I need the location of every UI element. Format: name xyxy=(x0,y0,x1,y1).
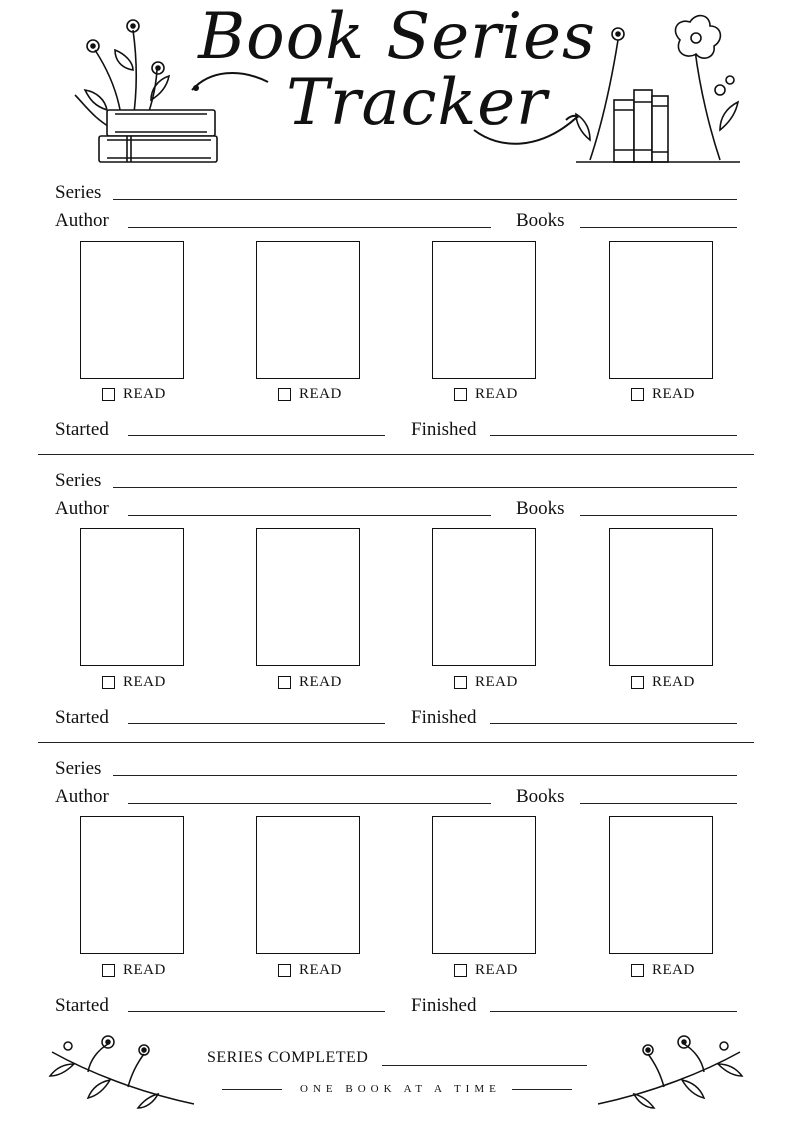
floral-sprig-icon xyxy=(48,1032,198,1112)
read-label: READ xyxy=(652,962,695,978)
series-section-2 xyxy=(0,468,794,738)
read-label: READ xyxy=(652,386,695,402)
read-checkbox[interactable] xyxy=(102,386,166,403)
read-label: READ xyxy=(299,674,342,690)
book-cover-box[interactable] xyxy=(432,528,536,666)
title-swash-right-icon xyxy=(470,110,580,160)
series-completed-label: SERIES COMPLETED xyxy=(207,1049,369,1066)
read-label: READ xyxy=(475,674,518,690)
checkbox-icon[interactable] xyxy=(278,964,291,977)
tagline-rule-left xyxy=(222,1089,282,1090)
book-cover-box[interactable] xyxy=(609,241,713,379)
read-checkbox[interactable] xyxy=(102,962,166,979)
title-line-1: Book Series xyxy=(198,0,596,74)
books-input-line[interactable] xyxy=(580,803,737,804)
book-stack-icon xyxy=(55,10,225,170)
read-label: READ xyxy=(475,962,518,978)
section-divider xyxy=(38,454,754,455)
started-label: Started xyxy=(55,707,109,728)
author-input-line[interactable] xyxy=(128,515,491,516)
books-label: Books xyxy=(516,498,565,519)
tagline: ONE BOOK AT A TIME xyxy=(300,1083,501,1095)
checkbox-icon[interactable] xyxy=(631,964,644,977)
book-cover-box[interactable] xyxy=(432,816,536,954)
read-label: READ xyxy=(299,386,342,402)
author-input-line[interactable] xyxy=(128,803,491,804)
finished-label: Finished xyxy=(411,707,477,728)
checkbox-icon[interactable] xyxy=(631,676,644,689)
tagline-rule-right xyxy=(512,1089,572,1090)
started-label: Started xyxy=(55,419,109,440)
book-cover-box[interactable] xyxy=(80,241,184,379)
book-cover-box[interactable] xyxy=(256,528,360,666)
checkbox-icon[interactable] xyxy=(278,388,291,401)
read-checkbox[interactable] xyxy=(454,674,518,691)
read-checkbox[interactable] xyxy=(278,674,342,691)
author-label: Author xyxy=(55,498,109,519)
book-cover-box[interactable] xyxy=(609,816,713,954)
read-label: READ xyxy=(299,962,342,978)
started-input-line[interactable] xyxy=(128,1011,385,1012)
checkbox-icon[interactable] xyxy=(631,388,644,401)
read-checkbox[interactable] xyxy=(102,674,166,691)
checkbox-icon[interactable] xyxy=(454,676,467,689)
read-label: READ xyxy=(123,674,166,690)
read-label: READ xyxy=(475,386,518,402)
series-label: Series xyxy=(55,470,102,491)
series-input-line[interactable] xyxy=(113,487,737,488)
finished-input-line[interactable] xyxy=(490,435,737,436)
checkbox-icon[interactable] xyxy=(102,964,115,977)
book-cover-box[interactable] xyxy=(256,816,360,954)
series-completed-input-line[interactable] xyxy=(382,1065,587,1066)
read-checkbox[interactable] xyxy=(278,386,342,403)
book-cover-box[interactable] xyxy=(80,528,184,666)
books-input-line[interactable] xyxy=(580,515,737,516)
read-checkbox[interactable] xyxy=(631,386,695,403)
read-label: READ xyxy=(123,962,166,978)
read-checkbox[interactable] xyxy=(454,386,518,403)
author-label: Author xyxy=(55,786,109,807)
title-line-2: Tracker xyxy=(286,66,548,140)
book-cover-box[interactable] xyxy=(609,528,713,666)
checkbox-icon[interactable] xyxy=(454,388,467,401)
floral-sprig-icon xyxy=(594,1032,744,1112)
series-label: Series xyxy=(55,758,102,779)
read-checkbox[interactable] xyxy=(454,962,518,979)
finished-label: Finished xyxy=(411,995,477,1016)
checkbox-icon[interactable] xyxy=(102,676,115,689)
series-input-line[interactable] xyxy=(113,775,737,776)
book-cover-box[interactable] xyxy=(432,241,536,379)
read-label: READ xyxy=(123,386,166,402)
books-input-line[interactable] xyxy=(580,227,737,228)
read-checkbox[interactable] xyxy=(278,962,342,979)
finished-label: Finished xyxy=(411,419,477,440)
started-input-line[interactable] xyxy=(128,723,385,724)
started-input-line[interactable] xyxy=(128,435,385,436)
read-checkbox[interactable] xyxy=(631,962,695,979)
finished-input-line[interactable] xyxy=(490,1011,737,1012)
checkbox-icon[interactable] xyxy=(278,676,291,689)
author-input-line[interactable] xyxy=(128,227,491,228)
checkbox-icon[interactable] xyxy=(454,964,467,977)
upright-books-icon xyxy=(570,10,745,170)
started-label: Started xyxy=(55,995,109,1016)
books-label: Books xyxy=(516,210,565,231)
section-divider xyxy=(38,742,754,743)
author-label: Author xyxy=(55,210,109,231)
series-section-3 xyxy=(0,756,794,1026)
book-cover-box[interactable] xyxy=(256,241,360,379)
book-cover-box[interactable] xyxy=(80,816,184,954)
series-input-line[interactable] xyxy=(113,199,737,200)
read-label: READ xyxy=(652,674,695,690)
checkbox-icon[interactable] xyxy=(102,388,115,401)
finished-input-line[interactable] xyxy=(490,723,737,724)
series-section-1 xyxy=(0,180,794,450)
read-checkbox[interactable] xyxy=(631,674,695,691)
books-label: Books xyxy=(516,786,565,807)
series-label: Series xyxy=(55,182,102,203)
